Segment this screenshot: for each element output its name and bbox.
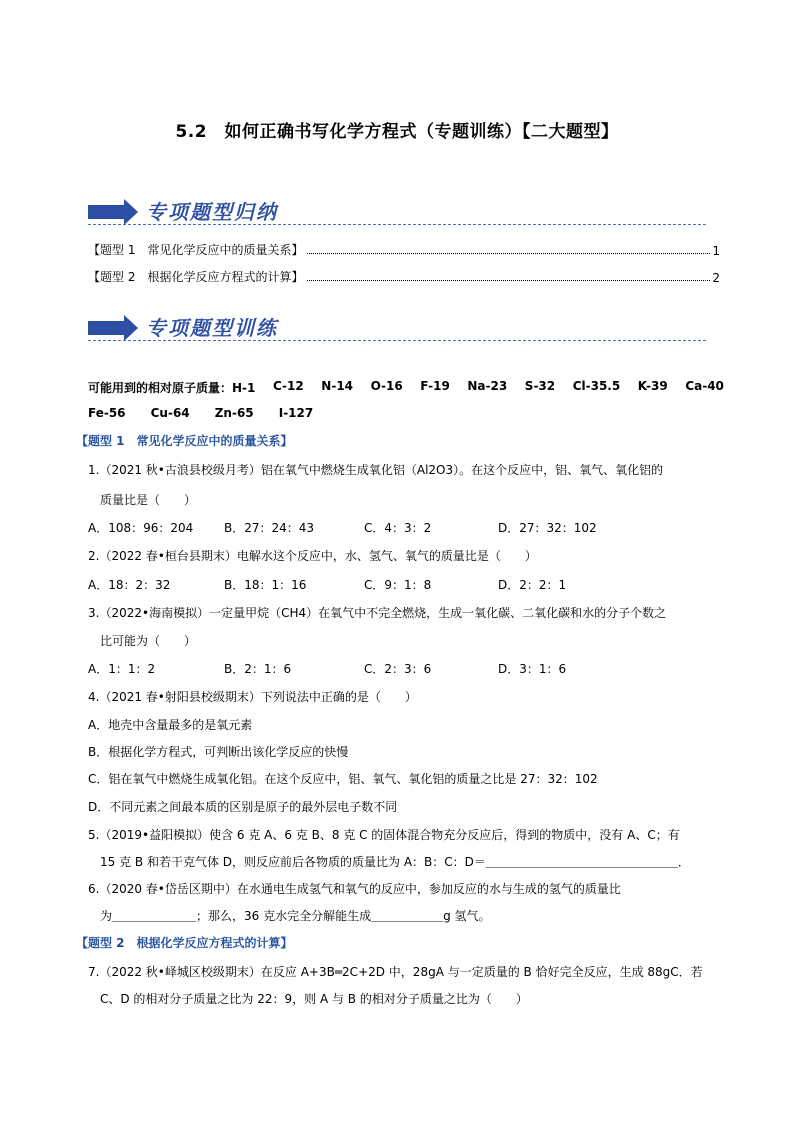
option-a[interactable]: A．地壳中含量最多的是氧元素: [88, 718, 253, 732]
toc-leader: [307, 280, 710, 281]
question-7-stem: 7.（2022 秋•峄城区校级期末）在反应 A+3B═2C+2D 中，28gA 与一定质量的 B 恰好完全反应，生成 88gC．若: [88, 965, 703, 979]
question-1-stem: 1.（2021 秋•古浪县校级月考）铝在氧气中燃烧生成氧化铝（Al2O3）。在这个反应中，铝、氧气、氧化铝的: [88, 463, 664, 477]
toc-leader: [307, 253, 710, 254]
atomic-mass-line-1: [88, 379, 724, 396]
section-heading-2: 【题型 2 根据化学反应方程式的计算】: [76, 936, 293, 950]
option-c[interactable]: C．2：3：6: [364, 662, 432, 676]
question-6-stem: 6.（2020 春•岱岳区期中）在水通电生成氢气和氧气的反应中，参加反应的水与生成的氢气的质量比: [88, 882, 621, 896]
option-d[interactable]: D．不同元素之间最本质的区别是原子的最外层电子数不同: [88, 800, 398, 814]
atomic-mass-item: Cu-64: [150, 406, 190, 420]
divider: [88, 224, 706, 225]
question-5-stem-cont[interactable]: 15 克 B 和若干克气体 D，则反应前后各物质的质量比为 A：B：C：D＝＿＿＿＿＿＿＿＿＿＿＿＿＿＿＿＿．: [100, 855, 690, 869]
atomic-mass-item: N-14: [321, 379, 354, 393]
toc-page: 2: [712, 271, 720, 285]
toc-label: 【题型 1 常见化学反应中的质量关系】: [88, 243, 304, 257]
question-7-stem-cont: C、D 的相对分子质量之比为 22：9，则 A 与 B 的相对分子质量之比为（ ）: [100, 992, 528, 1006]
question-3-stem: 3.（2022•海南模拟）一定量甲烷（CH4）在氧气中不完全燃烧，生成一氧化碳、二氧化碳和水的分子个数之: [88, 606, 667, 620]
atomic-mass-item: C-12: [272, 379, 304, 393]
question-3-stem-cont: 比可能为（ ）: [100, 634, 197, 648]
question-2-stem: 2.（2022 春•桓台县期末）电解水这个反应中，水、氢气、氧气的质量比是（ ）: [88, 549, 537, 563]
option-b[interactable]: B．根据化学方程式，可判断出该化学反应的快慢: [88, 745, 349, 759]
arrow-icon: [88, 321, 124, 335]
atomic-mass-item: 可能用到的相对原子质量：H-1: [88, 381, 256, 395]
option-b[interactable]: B．18：1：16: [224, 578, 307, 592]
option-d[interactable]: D．27：32：102: [498, 521, 597, 535]
atomic-mass-item: K-39: [637, 379, 668, 393]
question-4-stem: 4.（2021 春•射阳县校级期末）下列说法中正确的是（ ）: [88, 690, 417, 704]
banner-title: 专项题型归纳: [146, 200, 278, 224]
atomic-mass-item: Na-23: [467, 379, 508, 393]
option-b[interactable]: B．2：1：6: [224, 662, 292, 676]
option-c[interactable]: C．铝在氧气中燃烧生成氧化铝。在这个反应中，铝、氧气、氧化铝的质量之比是 27：32：102: [88, 772, 598, 786]
toc-label: 【题型 2 根据化学反应方程式的计算】: [88, 270, 304, 284]
toc-page: 1: [712, 244, 720, 258]
atomic-mass-item: Zn-65: [214, 406, 254, 420]
atomic-mass-item: F-19: [420, 379, 450, 393]
divider: [88, 340, 706, 341]
question-5-stem: 5.（2019•益阳模拟）使含 6 克 A、6 克 B、8 克 C 的固体混合物充分反应后，得到的物质中，没有 A、C；有: [88, 828, 680, 842]
atomic-mass-item: Ca-40: [685, 379, 724, 393]
atomic-mass-item: O-16: [370, 379, 403, 393]
atomic-mass-item: S-32: [524, 379, 556, 393]
atomic-mass-item: Cl-35.5: [572, 379, 621, 393]
section-heading-1: 【题型 1 常见化学反应中的质量关系】: [76, 434, 293, 448]
option-c[interactable]: C．4：3：2: [364, 521, 432, 535]
banner-title: 专项题型训练: [146, 316, 278, 340]
toc-entry-2[interactable]: [88, 267, 720, 285]
option-d[interactable]: D．2：2：1: [498, 578, 567, 592]
toc-entry-1[interactable]: [88, 240, 720, 258]
option-a[interactable]: A．108：96：204: [88, 521, 194, 535]
arrow-icon: [88, 205, 124, 219]
option-c[interactable]: C．9：1：8: [364, 578, 432, 592]
option-a[interactable]: A．1：1：2: [88, 662, 156, 676]
option-b[interactable]: B．27：24：43: [224, 521, 315, 535]
option-d[interactable]: D．3：1：6: [498, 662, 567, 676]
atomic-mass-item: I-127: [278, 406, 314, 420]
atomic-mass-line-2: [88, 406, 313, 420]
question-1-stem-cont: 质量比是（ ）: [100, 493, 197, 507]
page-title: 5.2 如何正确书写化学方程式（专题训练）【二大题型】: [175, 122, 619, 142]
question-6-stem-cont[interactable]: 为＿＿＿＿＿＿＿；那么，36 克水完全分解能生成＿＿＿＿＿＿g 氢气。: [100, 909, 491, 923]
atomic-mass-item: Fe-56: [88, 406, 126, 420]
option-a[interactable]: A．18：2：32: [88, 578, 171, 592]
